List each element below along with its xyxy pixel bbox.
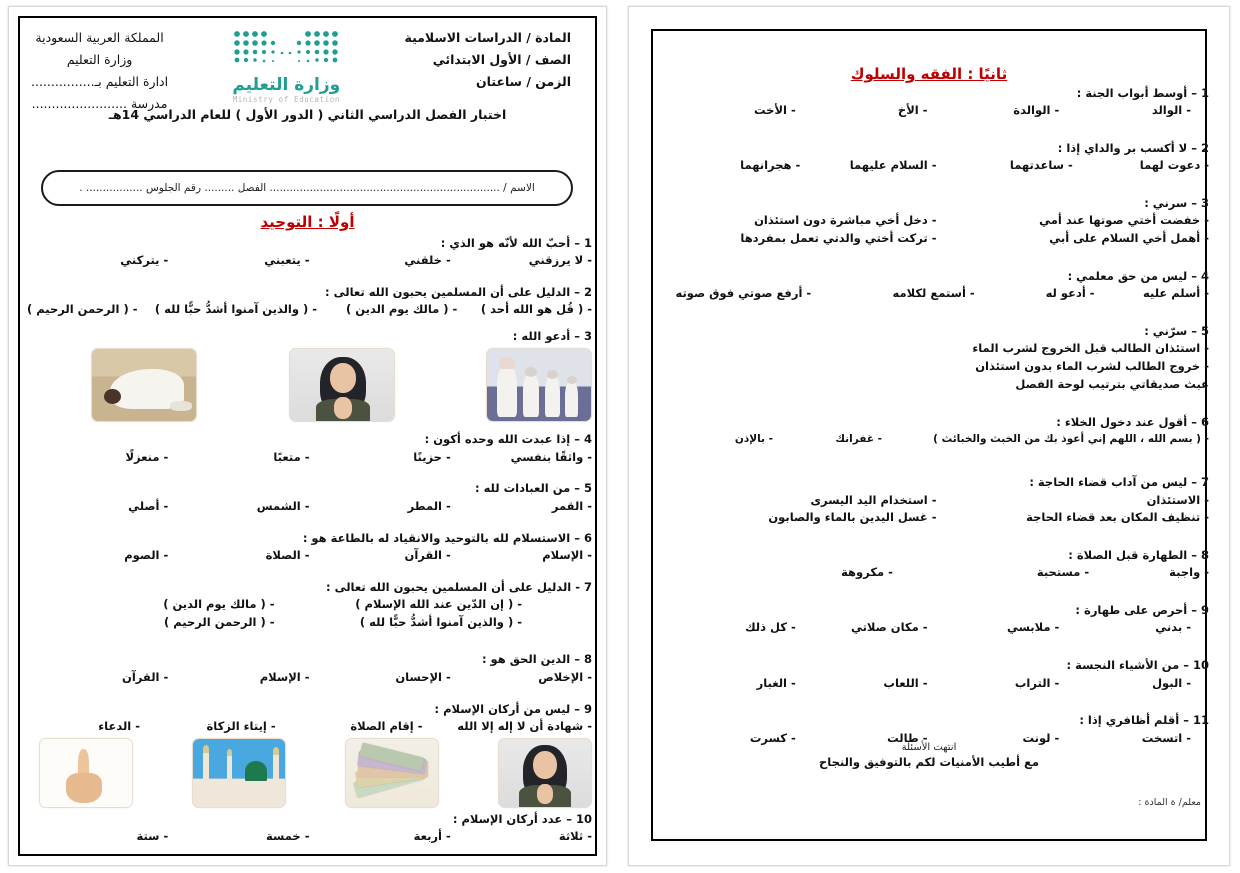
- question-2: [664, 140, 1209, 175]
- option[interactable]: - الإسلام: [259, 669, 310, 684]
- option[interactable]: - متعبًا: [273, 449, 310, 464]
- option[interactable]: - اتسخت: [1141, 730, 1191, 745]
- question-8: [27, 651, 592, 686]
- page-right: [628, 6, 1230, 866]
- option[interactable]: - مكان صلاتي: [850, 620, 928, 635]
- option[interactable]: - يتركني: [120, 253, 169, 268]
- option[interactable]: - استئذان الطالب قبل الخروج لشرب الماء: [972, 341, 1209, 356]
- option[interactable]: - ( والذين آمنوا أشدُّ حبًّا لله ): [359, 614, 522, 629]
- question-5-options: [664, 340, 1209, 393]
- exam-term-line: اختبار الفصل الدراسي الثاني ( الدور الأول ) للعام الدراسي 14هـ: [108, 107, 507, 122]
- kingdom-block: [31, 27, 168, 115]
- question-2-options: [27, 301, 592, 319]
- question-9-pictures: [27, 738, 592, 808]
- school-line: مدرسة ........................: [31, 95, 168, 111]
- question-9-options: [664, 619, 1209, 637]
- option[interactable]: - منعزلًا: [125, 449, 169, 464]
- good-luck-text: مع أطيب الأمنيات لكم بالتوفيق والنجاح: [819, 755, 1039, 769]
- option[interactable]: - الصوم: [124, 547, 169, 562]
- ministry-line: وزارة التعليم: [66, 51, 133, 67]
- question-4-options: [664, 285, 1209, 303]
- option[interactable]: - الإسلام: [542, 547, 592, 562]
- option[interactable]: - ( قُل هو الله أحد ): [480, 302, 592, 317]
- question-10-stem: 10 – من الأشياء النجسة :: [1066, 658, 1209, 673]
- question-5-stem: 5 – من العبادات لله :: [474, 481, 592, 496]
- option[interactable]: - ( والذين آمنوا أشدُّ حبًّا لله ): [154, 302, 318, 317]
- option[interactable]: - ثلاثة: [558, 828, 592, 843]
- option[interactable]: - أدعو له: [1045, 286, 1095, 301]
- option[interactable]: - ( بسم الله ، اللهم إني أعوذ بك من الخبث والخبائث ): [933, 433, 1209, 445]
- question-6-stem: 6 – أقول عند دخول الخلاء :: [1056, 414, 1209, 429]
- option[interactable]: - ( الرحمن الرحيم ): [164, 614, 275, 629]
- option[interactable]: - ( مالك يوم الدين ): [346, 302, 458, 317]
- option[interactable]: - المطر: [407, 498, 451, 513]
- question-1-options: [664, 102, 1209, 120]
- girl-raising-hands-in-dua-photo: [289, 348, 395, 422]
- page-left: [8, 6, 607, 866]
- grade-line: الصف / الأول الابتدائي: [432, 51, 571, 67]
- option[interactable]: - الاستئذان: [1146, 492, 1209, 507]
- question-1: [27, 235, 592, 270]
- option[interactable]: - غفرانك: [835, 433, 882, 445]
- option[interactable]: - الأخ: [897, 103, 928, 118]
- question-7-stem: 7 - الدليل على أن المسلمين يحبون الله تعالى :: [326, 579, 592, 594]
- question-6-stem: 6 – الاستسلام لله بالتوحيد والانقياد له بالطاعة هو :: [302, 530, 592, 545]
- option[interactable]: - طالت: [887, 730, 928, 745]
- question-2-stem: 2 – لا أكسب بر والداي إذا :: [1057, 141, 1209, 156]
- question-7-stem: 7 – ليس من آداب قضاء الحاجة :: [1029, 475, 1209, 490]
- option[interactable]: - أستمع لكلامه: [892, 286, 975, 301]
- duration-line: الزمن / ساعتان: [475, 73, 571, 89]
- question-6-options: [664, 431, 1209, 447]
- option[interactable]: - حزينًا: [413, 449, 451, 464]
- question-6: [27, 530, 592, 565]
- option[interactable]: - إقام الصلاة: [350, 718, 423, 733]
- question-2-stem: 2 – الدليل على أن المسلمين يحبون الله تعالى :: [325, 285, 592, 300]
- option[interactable]: - خفضت أختي صوتها عند أمي: [1039, 213, 1209, 228]
- question-5-stem: 5 – سرّني :: [1144, 324, 1209, 339]
- question-3-stem: 3 – سرني :: [1144, 196, 1209, 211]
- option[interactable]: - خمسة: [266, 828, 310, 843]
- girl-in-dua-photo: [498, 738, 592, 808]
- question-2: [27, 284, 592, 319]
- question-2-options: [664, 157, 1209, 175]
- option[interactable]: - ملابسي: [1006, 620, 1060, 635]
- question-3-options-row2: [664, 230, 1209, 248]
- question-3: [664, 195, 1209, 248]
- section-title-tawheed: أولًا : التوحيد: [260, 213, 355, 231]
- student-info-text: الاسم / ..................................................................... الفصل ......... رقم الجلوس ................. .: [79, 182, 535, 194]
- question-7-options-row2: [664, 509, 1209, 527]
- question-6: [664, 414, 1209, 448]
- question-1-options: [27, 252, 592, 270]
- option[interactable]: - هجرانهما: [740, 158, 801, 173]
- option[interactable]: - واجبة: [1169, 565, 1209, 580]
- question-7-options-row2: [27, 614, 592, 632]
- section-title-fiqh: ثانيًا : الفقه والسلوك: [850, 65, 1008, 83]
- question-8-stem: 8 – الدين الحق هو :: [481, 652, 592, 667]
- saudi-banknotes-photo: [345, 738, 439, 808]
- questions-tawheed: [27, 235, 592, 849]
- man-in-sujood-photo: [91, 348, 197, 422]
- option[interactable]: - الوالدة: [1013, 103, 1060, 118]
- option[interactable]: - واثقًا بنفسي: [510, 449, 592, 464]
- option[interactable]: - الدعاء: [98, 718, 141, 733]
- option[interactable]: - اللعاب: [883, 675, 928, 690]
- option[interactable]: - خروج الطالب لشرب الماء بدون استئذان: [975, 359, 1209, 374]
- question-10: [27, 811, 592, 846]
- option[interactable]: - بالإذن: [734, 433, 773, 445]
- option[interactable]: - ( الرحمن الرحيم ): [27, 302, 138, 317]
- question-8-stem: 8 – الطهارة قبل الصلاة :: [1068, 548, 1209, 563]
- question-9: [664, 602, 1209, 637]
- question-5: [664, 323, 1209, 394]
- option[interactable]: - لونت: [1022, 730, 1060, 745]
- option[interactable]: - مستحبة: [1036, 565, 1090, 580]
- student-info-strip[interactable]: [41, 170, 573, 206]
- option[interactable]: - شهادة أن لا إله إلا الله: [457, 718, 592, 733]
- kingdom-line: المملكة العربية السعودية: [35, 30, 164, 45]
- option[interactable]: - لا يرزقني: [528, 253, 592, 268]
- option[interactable]: - كسرت: [749, 730, 796, 745]
- option[interactable]: - دعوت لهما: [1139, 158, 1209, 173]
- question-1-stem: 1 – أحبّ الله لأنّه هو الذي :: [440, 236, 592, 250]
- question-7-options-row1: [664, 492, 1209, 510]
- question-1: [664, 85, 1209, 120]
- end-of-questions-text: انتهت الأسئلة: [901, 742, 957, 753]
- question-9: [27, 701, 592, 808]
- option[interactable]: - أهمل أخي السلام على أبي: [1049, 231, 1209, 246]
- subject-line: المادة / الدراسات الاسلامية: [404, 30, 571, 45]
- ministry-logo: [222, 27, 350, 104]
- question-5-options: [27, 498, 592, 516]
- option[interactable]: - الإخلاص: [538, 669, 592, 684]
- question-3: [27, 328, 592, 422]
- question-7-options-row1: [27, 596, 592, 614]
- question-9-stem: 9 – ليس من أركان الإسلام :: [434, 701, 592, 716]
- question-10-options: [27, 828, 592, 846]
- question-10: [664, 657, 1209, 692]
- option[interactable]: عبث صديقاتي بترتيب لوحة الفصل: [1015, 376, 1209, 391]
- option[interactable]: - السلام عليهما: [849, 158, 937, 173]
- option[interactable]: - الإحسان: [395, 669, 451, 684]
- option[interactable]: - القمر: [551, 498, 592, 513]
- option[interactable]: - الغبار: [756, 675, 796, 690]
- option[interactable]: - القرآن: [404, 547, 451, 562]
- question-3-stem: 3 – أدعو الله :: [512, 329, 592, 344]
- question-4-stem: 4 – إذا عبدت الله وحده أكون :: [424, 432, 592, 447]
- option[interactable]: - إيتاء الزكاة: [206, 718, 276, 733]
- option[interactable]: - مكروهة: [841, 565, 893, 580]
- option[interactable]: - يتعبني: [264, 253, 310, 268]
- option[interactable]: - الصلاة: [265, 547, 310, 562]
- option[interactable]: - ساعدتهما: [1009, 158, 1073, 173]
- option[interactable]: - استخدام اليد اليسرى: [810, 492, 937, 507]
- question-4: [27, 431, 592, 466]
- option[interactable]: - تنظيف المكان بعد قضاء الحاجة: [1026, 510, 1209, 525]
- option[interactable]: - أرفع صوتي فوق صوته: [675, 286, 812, 301]
- question-4: [664, 268, 1209, 303]
- question-4-stem: 4 – ليس من حق معلمي :: [1067, 269, 1209, 283]
- question-8-options: [27, 669, 592, 687]
- option[interactable]: - القرآن: [122, 669, 169, 684]
- option[interactable]: - ( مالك يوم الدين ): [163, 596, 275, 611]
- question-9-options: [27, 718, 592, 736]
- question-8-options: [664, 564, 1209, 582]
- question-4-options: [27, 449, 592, 467]
- raised-index-finger-photo: [39, 738, 133, 808]
- option[interactable]: - كل ذلك: [745, 620, 796, 635]
- option[interactable]: - البول: [1152, 675, 1191, 690]
- exam-footer: [629, 742, 1229, 769]
- option[interactable]: - غسل اليدين بالماء والصابون: [768, 510, 937, 525]
- ministry-of-education-logo-icon: [231, 29, 341, 71]
- question-1-stem: 1 – أوسط أبواب الجنة :: [1076, 86, 1209, 100]
- education-admin-line: ادارة التعليم بـ................: [31, 73, 169, 89]
- ministry-logo-subtitle: Ministry of Education: [232, 94, 341, 104]
- option[interactable]: - التراب: [1014, 675, 1060, 690]
- question-5: [27, 480, 592, 515]
- option[interactable]: - ستة: [136, 828, 169, 843]
- option[interactable]: - خلقني: [404, 253, 451, 268]
- question-3-pictures: [27, 348, 592, 422]
- subject-meta-block: [405, 27, 572, 93]
- question-3-options-row1: [664, 212, 1209, 230]
- question-10-stem: 10 – عدد أركان الإسلام :: [452, 811, 592, 826]
- question-8: [664, 547, 1209, 582]
- exam-header: [31, 27, 571, 115]
- questions-fiqh: [664, 85, 1209, 750]
- question-7: [664, 474, 1209, 527]
- option[interactable]: - تركت أختي والدتي تعمل بمفردها: [740, 231, 937, 246]
- option[interactable]: - الشمس: [256, 498, 310, 513]
- ministry-logo-word: وزارة التعليم: [232, 75, 341, 95]
- question-6-options: [27, 547, 592, 565]
- men-praying-in-row-photo: [486, 348, 592, 422]
- option[interactable]: - الأخت: [754, 103, 796, 118]
- option[interactable]: - الوالد: [1151, 103, 1191, 118]
- option[interactable]: - بدني: [1155, 620, 1191, 635]
- option[interactable]: - ( إن الدّين عند الله الإسلام ): [355, 596, 522, 611]
- option[interactable]: - أربعة: [413, 828, 451, 843]
- question-7: [27, 579, 592, 632]
- question-11-stem: 11 – أقلم أظافري إذا :: [1079, 713, 1209, 728]
- question-9-stem: 9 – أحرص على طهارة :: [1075, 603, 1209, 618]
- teacher-signature-line: معلم/ ة المادة :: [1138, 797, 1201, 808]
- prophets-mosque-photo: [192, 738, 286, 808]
- option[interactable]: - أصلي: [128, 498, 169, 513]
- question-10-options: [664, 675, 1209, 693]
- option[interactable]: - أسلم عليه: [1143, 286, 1209, 301]
- option[interactable]: - دخل أخي مباشرة دون استئذان: [754, 213, 937, 228]
